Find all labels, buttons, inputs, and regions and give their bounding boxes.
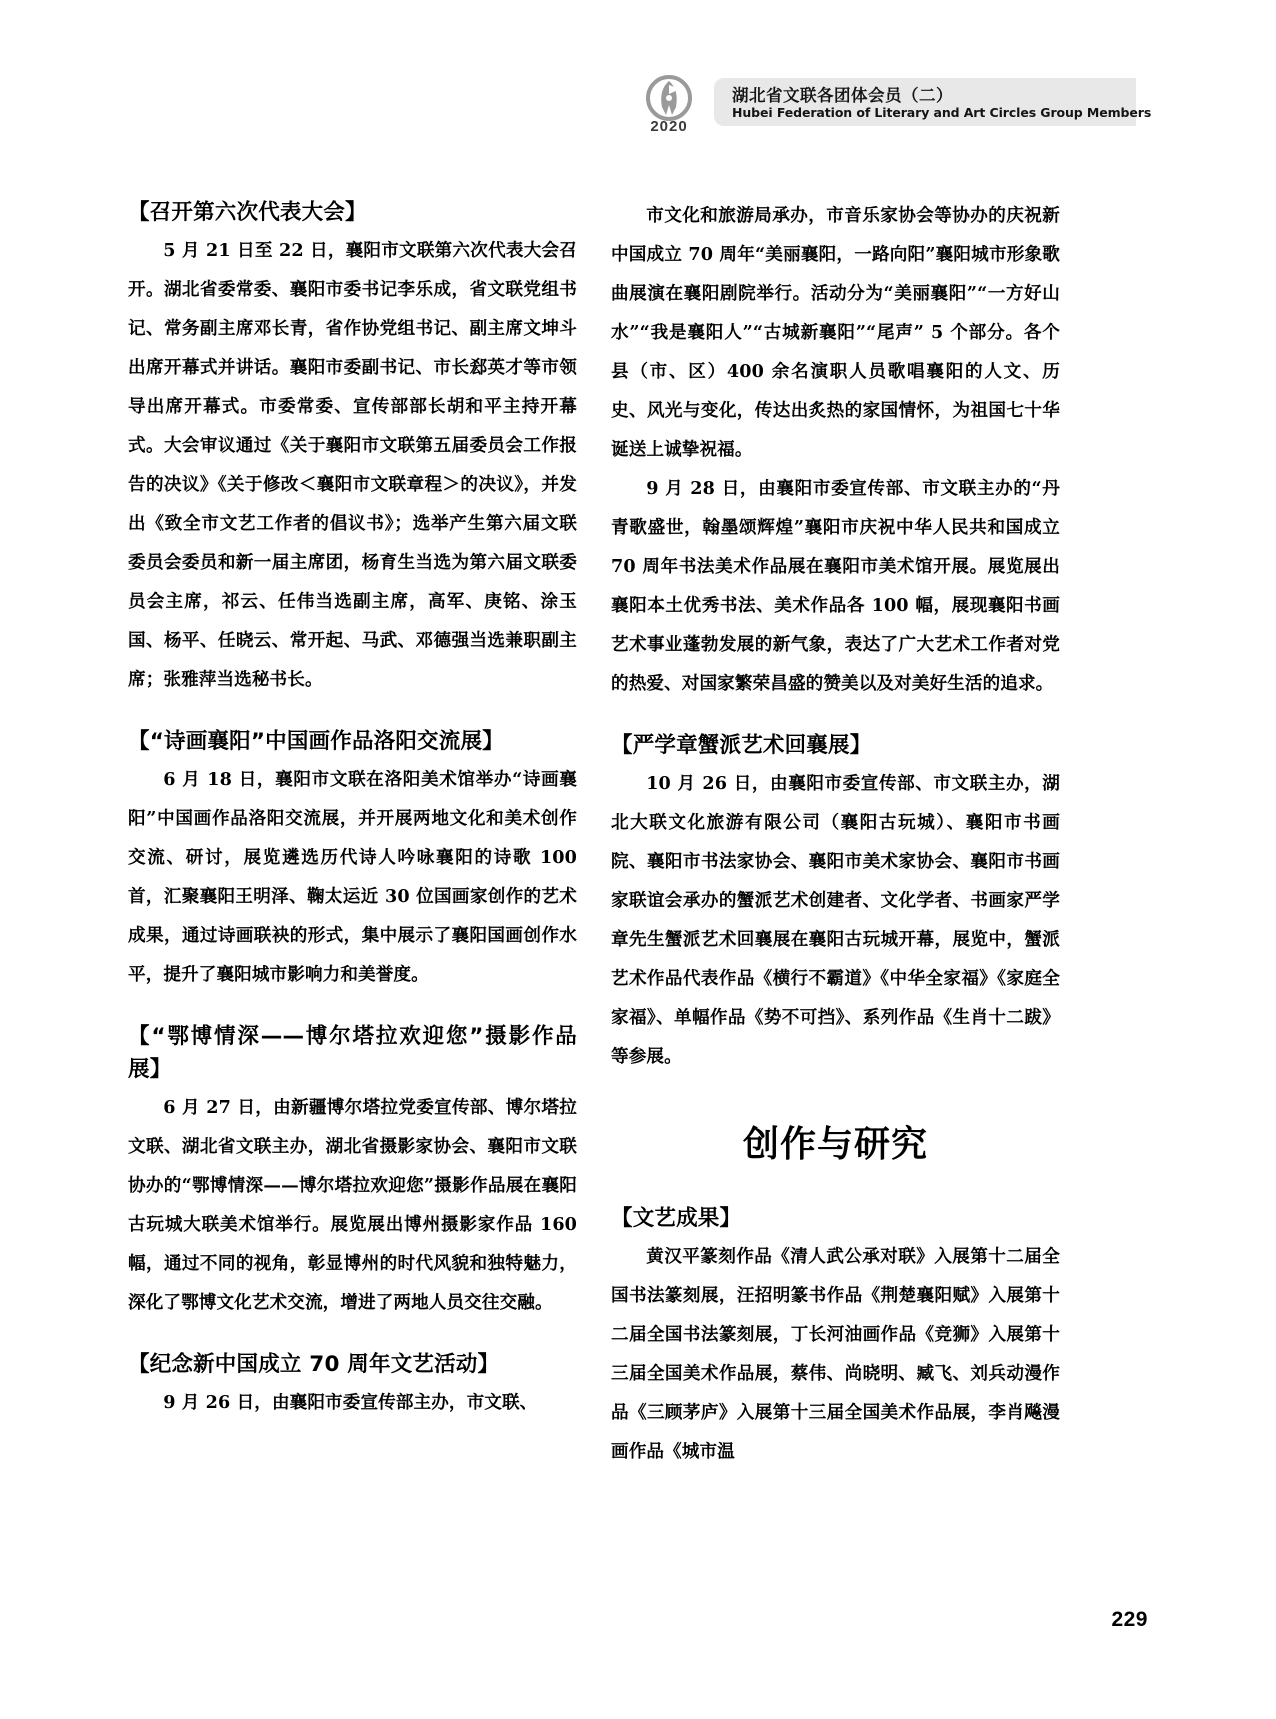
header-year: 2020 — [650, 118, 688, 135]
article-block — [128, 1020, 577, 1322]
left-column — [128, 196, 577, 1422]
section-body: 5 月 21 日至 22 日，襄阳市文联第六次代表大会召开。湖北省委常委、襄阳市委书记李乐成，省文联党组书记、常务副主席邓长青，省作协党组书记、副主席文坤斗出席开幕式并讲话。襄阳市委副书记、市长郄英才等市领导出席开幕式。市委常委、宣传部部长胡和平主持开幕式。大会审议通过《关于襄阳市文联第五届委员会工作报告的决议》《关于修改＜襄阳市文联章程＞的决议》，并发出《致全市文艺工作者的倡议书》；选举产生第六届文联委员会委员和新一届主席团，杨育生当选为第六届文联委员会主席，祁云、任伟当选副主席，高军、庚铭、涂玉国、杨平、任晓云、常开起、马武、邓德强当选兼职副主席；张雅萍当选秘书长。 — [128, 240, 577, 690]
page-header — [636, 74, 1152, 136]
section-heading: 【召开第六次代表大会】 — [128, 200, 367, 225]
section-heading: 【文艺成果】 — [611, 1206, 742, 1231]
section-heading: 【纪念新中国成立 70 周年文艺活动】 — [128, 1352, 500, 1377]
section-body: 黄汉平篆刻作品《清人武公承对联》入展第十二届全国书法篆刻展，汪招明篆书作品《荆楚襄阳赋》入展第十二届全国书法篆刻展，丁长河油画作品《竞狮》入展第十三届全国美术作品展，蔡伟、尚晓明、臧飞、刘兵动漫作品《三顾茅庐》入展第十三届全国美术作品展，李肖飚漫画作品《城市温 — [611, 1246, 1060, 1462]
continued-paragraph: 市文化和旅游局承办，市音乐家协会等协办的庆祝新中国成立 70 周年“美丽襄阳，一路向阳”襄阳城市形象歌曲展演在襄阳剧院举行。活动分为“美丽襄阳”“一方好山水”“我是襄阳人”“古城新襄阳”“尾声” 5 个部分。各个县（市、区）400 余名演职人员歌唱襄阳的人文、历史、风光与变化，传达出炙热的家国情怀，为祖国七十华诞送上诚挚祝福。 — [611, 205, 1060, 460]
part-title: 创作与研究 — [742, 1124, 928, 1165]
section-body: 10 月 26 日，由襄阳市委宣传部、市文联主办，湖北大联文化旅游有限公司（襄阳古玩城）、襄阳市书画院、襄阳市书法家协会、襄阳市美术家协会、襄阳市书画家联谊会承办的蟹派艺术创建者、文化学者、书画家严学章先生蟹派艺术回襄展在襄阳古玩城开幕，展览中，蟹派艺术作品代表作品《横行不霸道》《中华全家福》《家庭全家福》、单幅作品《势不可挡》、系列作品《生肖十二跋》等参展。 — [611, 773, 1060, 1067]
article-block — [128, 196, 577, 699]
continued-paragraph-2: 9 月 28 日，由襄阳市委宣传部、市文联主办的“丹青歌盛世，翰墨颂辉煌”襄阳市庆祝中华人民共和国成立 70 周年书法美术作品展在襄阳市美术馆开展。展览展出襄阳本土优秀书法、美术作品各 100 幅，展现襄阳书画艺术事业蓬勃发展的新气象，表达了广大艺术工作者对党的热爱、对国家繁荣昌盛的赞美以及对美好生活的追求。 — [611, 478, 1060, 694]
article-block — [128, 725, 577, 994]
article-columns — [128, 196, 1060, 1486]
header-title-en: Hubei Federation of Literary and Art Circles Group Members — [732, 105, 1152, 120]
article-block — [128, 1348, 577, 1422]
section-body: 6 月 18 日，襄阳市文联在洛阳美术馆举办“诗画襄阳”中国画作品洛阳交流展，并开展两地文化和美术创作交流、研讨，展览遴选历代诗人吟咏襄阳的诗歌 100 首，汇聚襄阳王明泽、鞠太运近 30 位国画家创作的艺术成果，通过诗画联袂的形式，集中展示了襄阳国画创作水平，提升了襄阳城市影响力和美誉度。 — [128, 769, 577, 985]
article-block — [611, 729, 1060, 1076]
section-body: 6 月 27 日，由新疆博尔塔拉党委宣传部、博尔塔拉文联、湖北省文联主办，湖北省摄影家协会、襄阳市文联协办的“鄂博情深——博尔塔拉欢迎您”摄影作品展在襄阳古玩城大联美术馆举行。展览展出博州摄影家作品 160 幅，通过不同的视角，彰显博州的时代风貌和独特魅力，深化了鄂博文化艺术交流，增进了两地人员交往交融。 — [128, 1097, 577, 1313]
section-heading: 【严学章蟹派艺术回襄展】 — [611, 733, 872, 758]
section-heading: 【“鄂博情深——博尔塔拉欢迎您”摄影作品展】 — [128, 1024, 577, 1082]
header-title-cn: 湖北省文联各团体会员（二） — [732, 86, 953, 105]
section-heading: 【“诗画襄阳”中国画作品洛阳交流展】 — [128, 729, 504, 754]
article-block — [611, 1202, 1060, 1471]
page-number: 229 — [1111, 1608, 1148, 1631]
section-body: 9 月 26 日，由襄阳市委宣传部主办，市文联、 — [163, 1392, 538, 1413]
right-column — [611, 196, 1060, 1471]
